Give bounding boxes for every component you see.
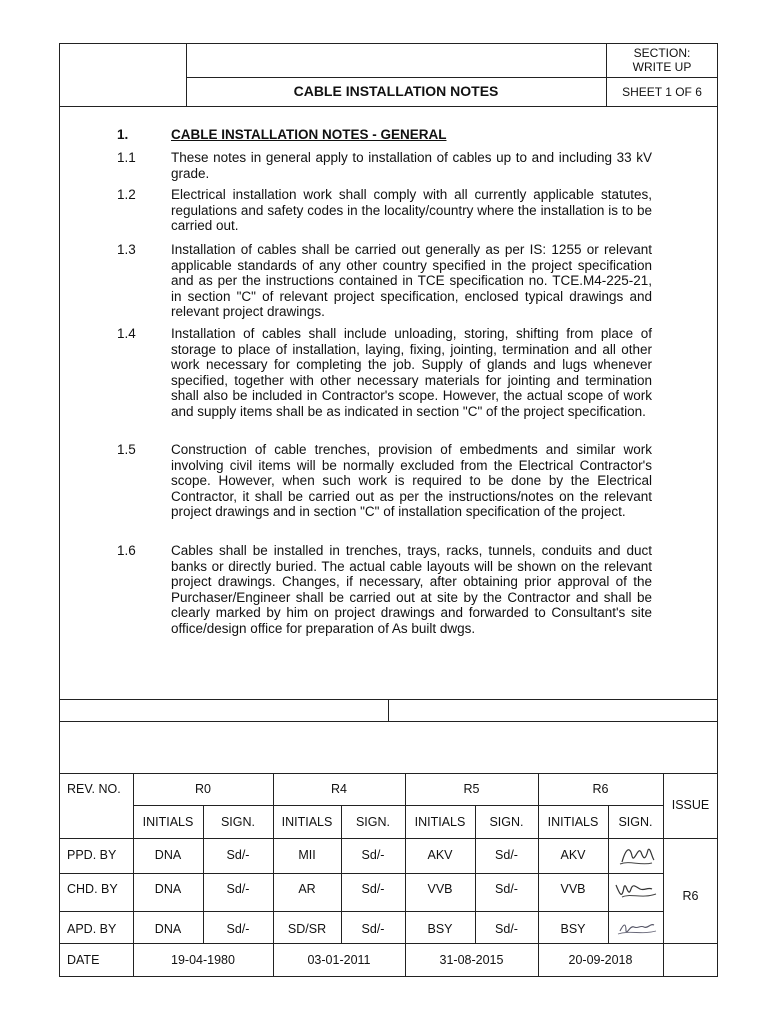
sign-header: SIGN.	[489, 815, 524, 829]
paragraph-number: 1.1	[117, 150, 136, 165]
date-r4: 03-01-2011	[307, 953, 371, 967]
initials-header: INITIALS	[142, 815, 194, 829]
section-label-line2: WRITE UP	[632, 60, 692, 74]
paragraph-number: 1.2	[117, 187, 136, 202]
table-cell: VVB	[560, 882, 586, 896]
rev-r6: R6	[592, 782, 609, 796]
paragraph-text: Electrical installation work shall comply with all currently applicable statutes, regulations and safety codes in the locality/country where the installation is to be carried out.	[171, 187, 652, 233]
table-cell: Sd/-	[495, 848, 518, 862]
section-heading-number: 1.	[117, 127, 129, 142]
sign-header: SIGN.	[355, 815, 391, 829]
rev-r4: R4	[331, 782, 347, 796]
initials-header: INITIALS	[547, 815, 599, 829]
row-label-apd: APD. BY	[67, 922, 117, 936]
paragraph-text: Construction of cable trenches, provision of embedments and similar work involving civil items will be normally excluded from the Electrical Contractor's scope. However, when such work is required to be done by the Electrical Contractor, it shall be carried out as per the instructions/notes on the relevant project drawings and in section "C" of installation specification of the project.	[171, 442, 652, 519]
section-label-line1: SECTION:	[633, 46, 691, 60]
rev-r0: R0	[195, 782, 211, 796]
paragraph-number: 1.6	[117, 543, 136, 558]
rev-table-col	[538, 773, 539, 977]
table-cell: AKV	[427, 848, 453, 862]
header-divider-bottom	[59, 106, 718, 107]
date-r6: 20-09-2018	[568, 953, 633, 967]
rev-table-top	[59, 773, 718, 774]
row-label-chd: CHD. BY	[67, 882, 118, 896]
header-divider-mid	[186, 77, 718, 78]
rev-table-subheader	[133, 805, 663, 806]
table-cell: DNA	[154, 882, 182, 896]
paragraph-number: 1.3	[117, 242, 136, 257]
rev-table-row-line	[59, 943, 718, 944]
issue-label: ISSUE	[671, 798, 710, 812]
table-cell: Sd/-	[226, 922, 250, 936]
paragraph-text: Cables shall be installed in trenches, trays, racks, tunnels, conduits and duct banks or directly buried. The actual cable layouts will be shown on the relevant project drawings. Changes, if necessary, after obtaining prior approval of the Purchaser/Engineer shall be carried out at site by the Contractor and shall be clearly marked by him on project drawings and forwarded to Consultant's site office/design office for preparation of As built dwgs.	[171, 543, 652, 636]
table-cell: AKV	[560, 848, 586, 862]
section-label	[606, 46, 718, 74]
sheet-number: SHEET 1 OF 6	[622, 85, 702, 99]
row-label-date: DATE	[67, 953, 100, 967]
row-label-ppd: PPD. BY	[67, 848, 117, 862]
table-cell: Sd/-	[226, 882, 250, 896]
rev-table-row-line	[59, 838, 718, 839]
table-cell: BSY	[427, 922, 453, 936]
date-r0: 19-04-1980	[171, 953, 235, 967]
initials-header: INITIALS	[414, 815, 466, 829]
paragraph-number: 1.4	[117, 326, 136, 341]
table-cell: Sd/-	[226, 848, 250, 862]
rev-table-row-line	[59, 911, 663, 912]
section-heading: CABLE INSTALLATION NOTES - GENERAL	[171, 127, 447, 142]
initials-header: INITIALS	[281, 815, 333, 829]
footer-strip-divider	[388, 699, 389, 721]
table-cell: MII	[298, 848, 316, 862]
rev-table-col	[405, 773, 406, 977]
rev-no-label: REV. NO.	[67, 782, 121, 796]
table-cell: Sd/-	[361, 882, 385, 896]
paragraph-text: Installation of cables shall be carried out generally as per IS: 1255 or relevant applicable standards of any other country specified in the project specification and as per the instructions contained in TCE specification no. TCE.M4-225-21, in section "C" of relevant project specification, enclosed typical drawings and relevant project drawings.	[171, 242, 652, 319]
rev-table-row-line	[59, 873, 663, 874]
rev-r5: R5	[463, 782, 480, 796]
date-r5: 31-08-2015	[439, 953, 504, 967]
table-cell: Sd/-	[361, 922, 385, 936]
table-cell: Sd/-	[495, 922, 518, 936]
paragraph-number: 1.5	[117, 442, 136, 457]
issue-value: R6	[682, 889, 699, 903]
table-cell: SD/SR	[287, 922, 327, 936]
footer-divider-strip	[59, 721, 718, 722]
table-cell: Sd/-	[361, 848, 385, 862]
table-cell: VVB	[427, 882, 453, 896]
table-cell: BSY	[560, 922, 586, 936]
signature-chd	[612, 877, 660, 905]
signature-apd	[614, 917, 658, 941]
table-cell: AR	[298, 882, 316, 896]
sign-header: SIGN.	[618, 815, 653, 829]
table-cell: Sd/-	[495, 882, 518, 896]
sign-header: SIGN.	[220, 815, 256, 829]
document-title: CABLE INSTALLATION NOTES	[293, 83, 499, 99]
signature-ppd	[614, 842, 658, 870]
paragraph-text: Installation of cables shall include unloading, storing, shifting from place of storage to place of installation, laying, fixing, jointing, termination and all other work necessary for completing the job. Supply of glands and lugs whenever specified, together with other necessary materials for jointing and termination shall also be included in Contractor's scope. However, the actual scope of work and supply items shall be as indicated in section "C" of the project specification.	[171, 326, 652, 419]
rev-table-col	[133, 773, 134, 977]
rev-table-col	[273, 773, 274, 977]
table-cell: DNA	[154, 922, 182, 936]
table-cell: DNA	[154, 848, 182, 862]
paragraph-text: These notes in general apply to installation of cables up to and including 33 kV grade.	[171, 150, 652, 181]
